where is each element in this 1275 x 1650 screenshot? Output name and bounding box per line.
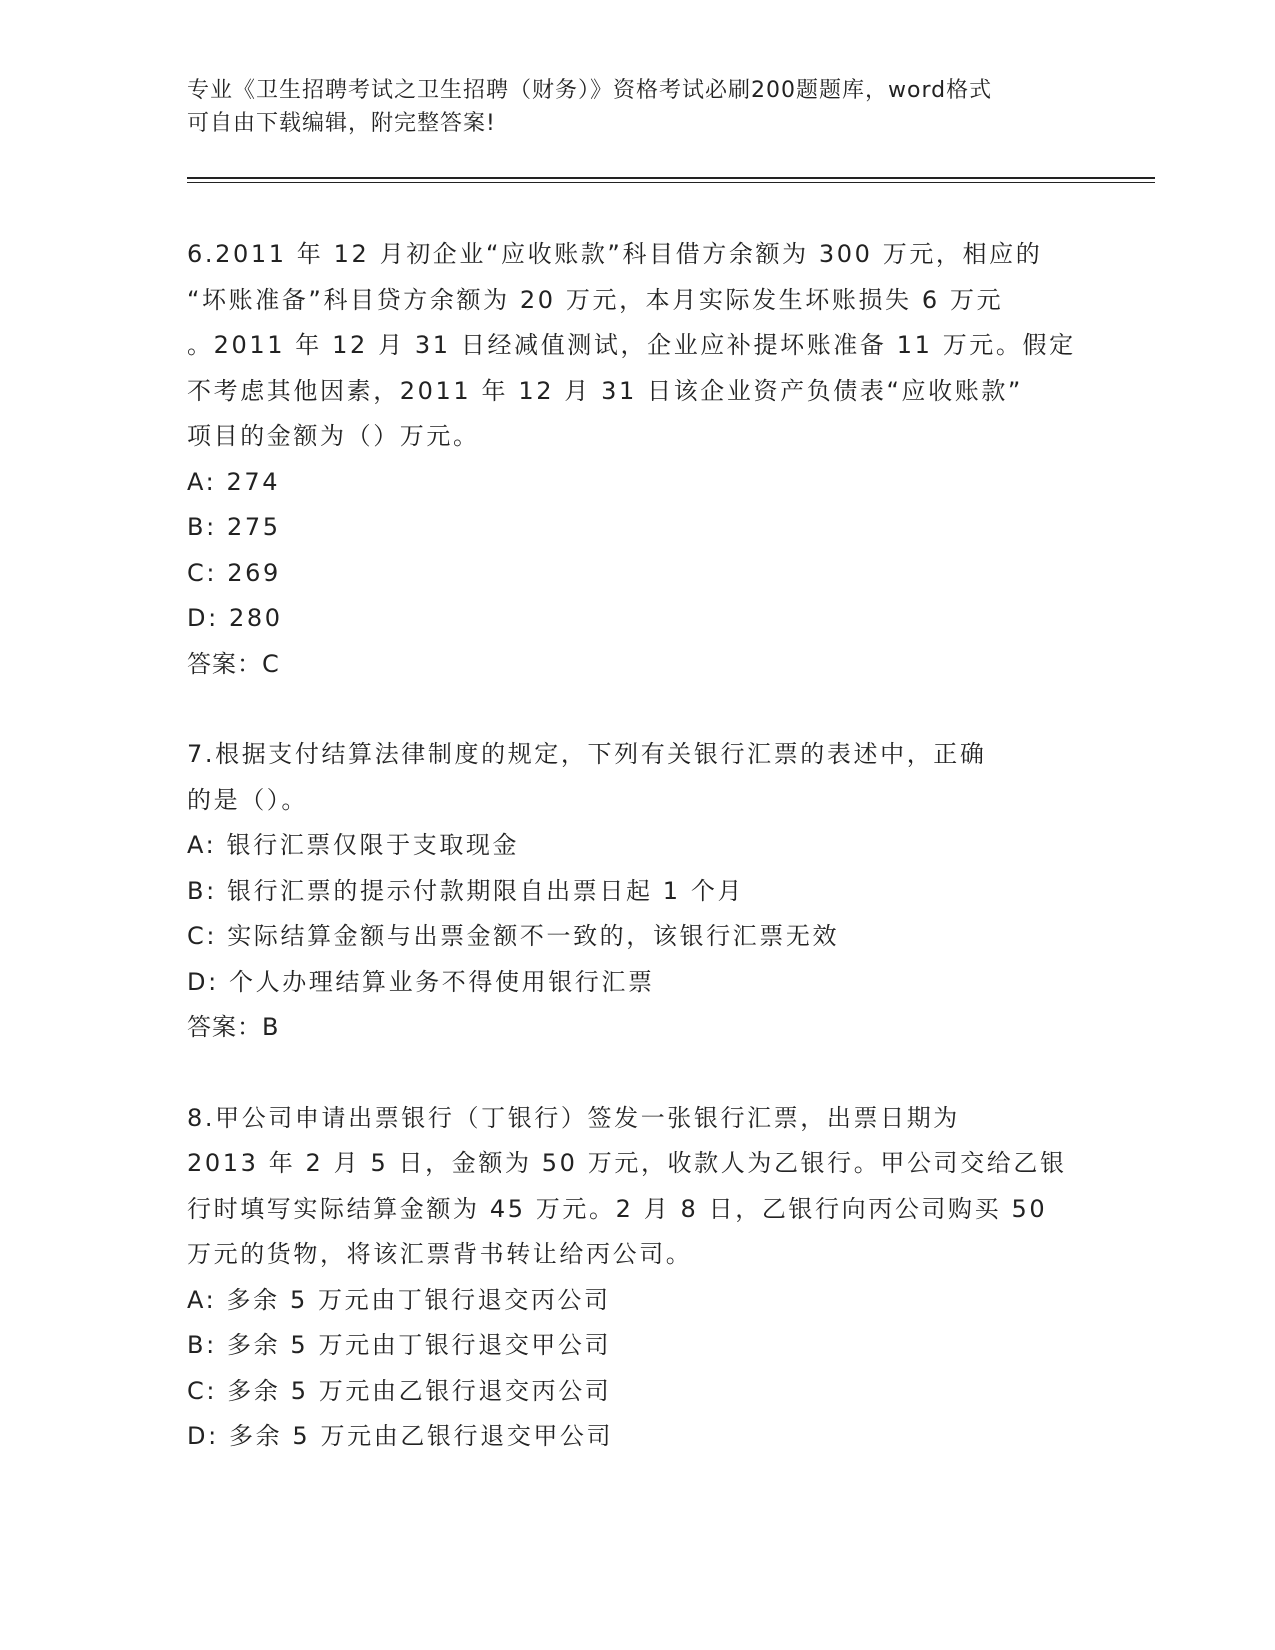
question-stem-line: 8.甲公司申请出票银行（丁银行）签发一张银行汇票，出票日期为: [187, 1103, 960, 1132]
option-d: D: 多余 5 万元由乙银行退交甲公司: [187, 1422, 614, 1450]
question-list: [187, 232, 1087, 1505]
header-line-2: 可自由下载编辑，附完整答案!: [187, 111, 496, 136]
option-d: D: 280: [187, 604, 283, 632]
header-line-1: 专业《卫生招聘考试之卫生招聘（财务）》资格考试必刷200题题库，word格式: [187, 78, 993, 103]
option-c: C: 269: [187, 558, 281, 587]
question-stem-line: “坏账准备”科目贷方余额为 20 万元，本月实际发生坏账损失 6 万元: [187, 285, 1004, 314]
option-a: A: 多余 5 万元由丁银行退交丙公司: [187, 1285, 611, 1314]
option-c: C: 实际结算金额与出票金额不一致的，该银行汇票无效: [187, 922, 840, 950]
question-stem-line: 6.2011 年 12 月初企业“应收账款”科目借方余额为 300 万元，相应的: [187, 240, 1043, 268]
option-a: A: 274: [187, 467, 281, 496]
option-b: B: 多余 5 万元由丁银行退交甲公司: [187, 1331, 612, 1359]
question-stem-line: 项目的金额为（）万元。: [187, 422, 480, 450]
question-stem-line: 的是（）。: [187, 785, 308, 814]
document-header: [187, 74, 1087, 140]
question-stem-line: 行时填写实际结算金额为 45 万元。2 月 8 日，乙银行向丙公司购买 50: [187, 1194, 1048, 1223]
question-8: [187, 1096, 1087, 1460]
option-d: D: 个人办理结算业务不得使用银行汇票: [187, 967, 655, 996]
question-6: [187, 232, 1087, 687]
option-b: B: 银行汇票的提示付款期限自出票日起 1 个月: [187, 876, 745, 905]
answer-line: 答案：C: [187, 649, 280, 678]
header-divider-thick: [187, 177, 1155, 179]
option-c: C: 多余 5 万元由乙银行退交丙公司: [187, 1376, 612, 1405]
question-7: [187, 732, 1087, 1051]
question-stem-line: 2013 年 2 月 5 日，金额为 50 万元，收款人为乙银行。甲公司交给乙银: [187, 1149, 1067, 1177]
question-stem-line: 。2011 年 12 月 31 日经减值测试，企业应补提坏账准备 11 万元。假定: [187, 331, 1076, 359]
option-b: B: 275: [187, 513, 281, 541]
question-stem-line: 7.根据支付结算法律制度的规定，下列有关银行汇票的表述中，正确: [187, 740, 987, 768]
header-divider-thin: [187, 182, 1155, 183]
option-a: A: 银行汇票仅限于支取现金: [187, 831, 520, 859]
question-stem-line: 不考虑其他因素，2011 年 12 月 31 日该企业资产负债表“应收账款”: [187, 376, 1023, 405]
answer-line: 答案：B: [187, 1013, 280, 1041]
question-stem-line: 万元的货物，将该汇票背书转让给丙公司。: [187, 1240, 693, 1268]
